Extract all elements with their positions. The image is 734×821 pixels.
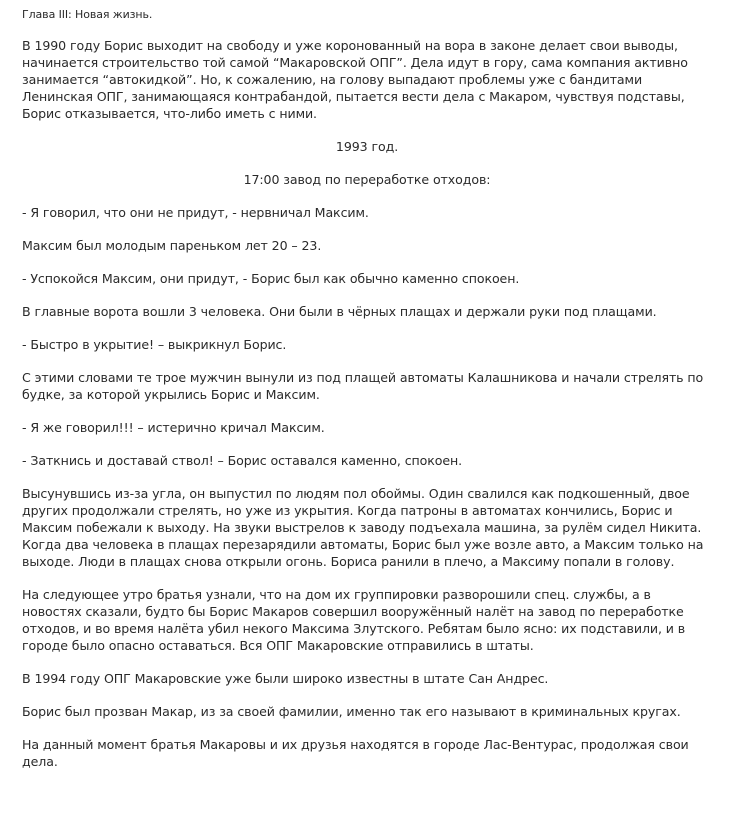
paragraph: В главные ворота вошли 3 человека. Они были в чёрных плащах и держали руки под плащами. (22, 304, 657, 319)
dialogue-line: - Успокойся Максим, они придут, - Борис был как обычно каменно спокоен. (22, 271, 520, 286)
paragraph: В 1994 году ОПГ Макаровские уже были широко известны в штате Сан Андрес. (22, 671, 549, 686)
dialogue-line: - Быстро в укрытие! – выкрикнул Борис. (22, 337, 287, 352)
dialogue-line: - Я же говорил!!! – истерично кричал Максим. (22, 420, 325, 435)
paragraph-final: На данный момент братья Макаровы и их друзья находятся в городе Лас-Вентурас, продолжая свои дела. (22, 737, 689, 769)
dialogue-line: - Я говорил, что они не придут, - нервничал Максим. (22, 205, 369, 220)
paragraph-time-location: 17:00 завод по переработке отходов: (243, 172, 491, 187)
dialogue-line: - Заткнись и доставай ствол! – Борис оставался каменно, спокоен. (22, 453, 463, 468)
paragraph-intro: В 1990 году Борис выходит на свободу и уже коронованный на вора в законе делает свои выводы, начинается строительство той самой “Макаровской ОПГ”. Дела идут в гору, сама компания активно занимается “автокидкой”. Но, к сожалению, на голову выпадают проблемы уже с бандитами Ленинская ОПГ, занимающаяся контрабандой, пытается вести дела с Макаром, чувствуя подставы, Борис отказывается, что-либо иметь с ними. (22, 38, 688, 121)
paragraph: С этими словами те трое мужчин вынули из под плащей автоматы Калашникова и начали стрелять по будке, за которой укрылись Борис и Максим. (22, 370, 704, 402)
paragraph-year: 1993 год. (335, 139, 399, 154)
paragraph: Высунувшись из-за угла, он выпустил по людям пол обоймы. Один свалился как подкошенный, двое других продолжали стрелять, но уже из укрытия. Когда патроны в автоматах кончились, Борис и Максим побежали к выходу. На звуки выстрелов к заводу подъехала машина, за рулём сидел Никита. Когда два человека в плащах перезарядили автоматы, Борис был уже возле авто, а Максим только на выходе. Люди в плащах снова открыли огонь. Бориса ранили в плечо, а Максиму попали в голову. (22, 486, 704, 569)
paragraph: Борис был прозван Макар, из за своей фамилии, именно так его называют в криминальных кругах. (22, 704, 681, 719)
chapter-title: Глава III: Новая жизнь. (22, 8, 153, 21)
document-body (22, 6, 712, 770)
paragraph: Максим был молодым пареньком лет 20 – 23. (22, 238, 322, 253)
paragraph: На следующее утро братья узнали, что на дом их группировки разворошили спец. службы, а в новостях сказали, будто бы Борис Макаров совершил вооружённый налёт на завод по переработке отходов, и во время налёта убил некого Максима Злутского. Ребятам было ясно: их подставили, и в городе было опасно оставаться. Вся ОПГ Макаровские отправились в штаты. (22, 587, 686, 653)
